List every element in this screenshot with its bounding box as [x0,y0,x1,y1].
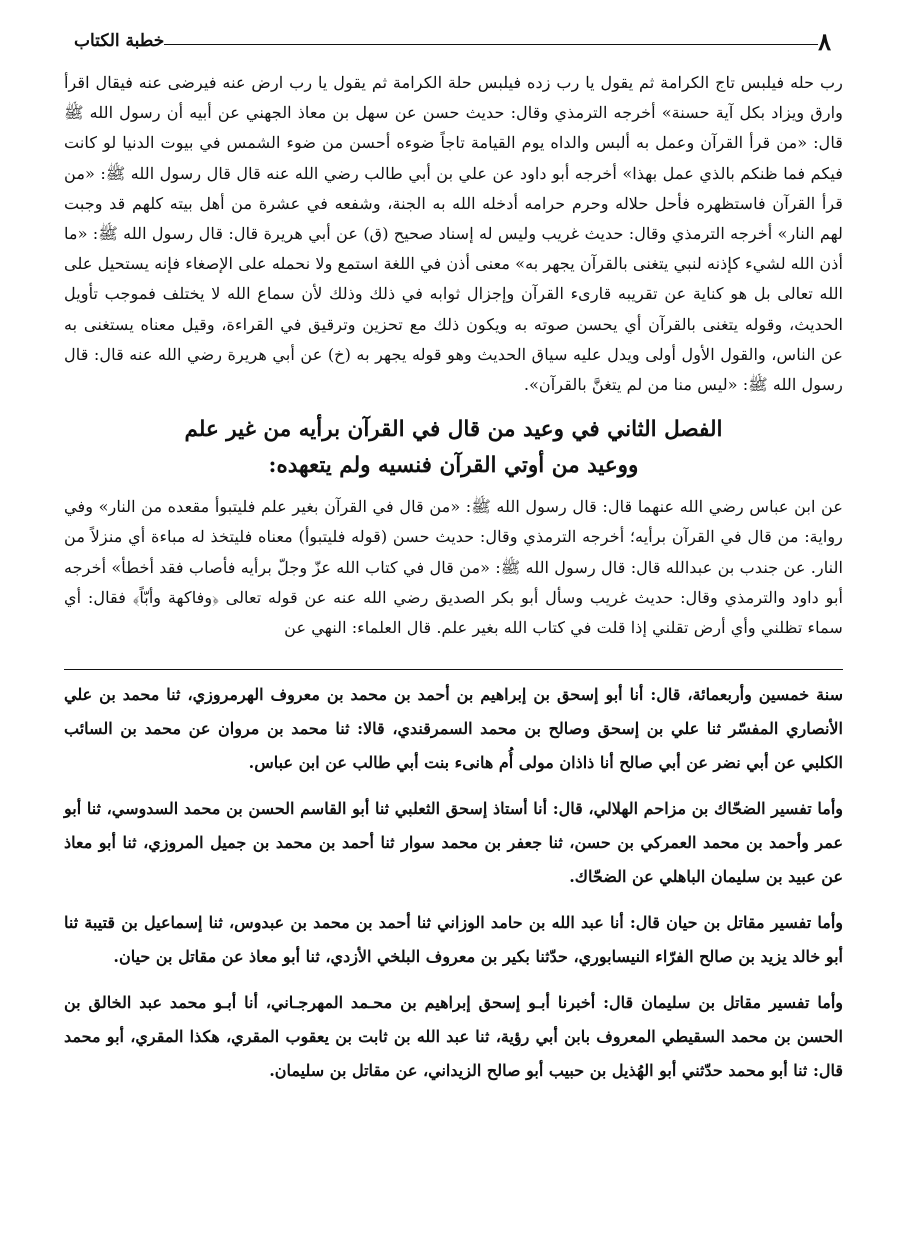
footnote-paragraph: وأما تفسير الضحّاك بن مزاحم الهلالي، قال: أنا أستاذ إسحق الثعلبي ثنا أبو القاسم الحسن بن محمد السدوسي، ثنا أبو عمر وأحمد بن محمد العمركي بن حسن، ثنا جعفر بن محمد سوار ثنا أحمد بن محمد بن جميل المروزي، ثنا أبو معاذ عن عبيد بن سليمان الباهلي عن الضحّاك. [64,799,843,887]
chapter-heading [64,412,843,484]
header-rule [164,44,818,45]
footnote-paragraph: وأما تفسير مقاتل بن حيان قال: أنا عبد الله بن حامد الوزاني ثنا أحمد بن محمد بن عبدوس، ثنا إسماعيل بن قتيبة ثنا أبو خالد يزيد بن صالح الفرّاء النيسابوري، حدّثنا بكير بن معروف البلخي الأزدي، ثنا أبو معاذ عن مقاتل بن حيان. [64,913,843,967]
footnote-separator [64,669,843,670]
page-header [64,28,843,54]
running-title: خطبة الكتاب [74,31,165,51]
chapter-heading-line-1: الفصل الثاني في وعيد من قال في القرآن برأيه من غير علم [184,417,723,443]
chapter-heading-line-2: ووعيد من أوتي القرآن فنسيه ولم يتعهده: [268,453,639,479]
body-paragraph-hadith: رب حله فيلبس تاج الكرامة ثم يقول يا رب زده فيلبس حلة الكرامة ثم يقول يا رب ارض عنه فيرضى عنه فيقال اقرأ وارق ويزاد بكل آية حسنة» أخرجه الترمذي وقال: حديث حسن عن سهل بن معاذ الجهني عن أبيه أن رسول الله ﷺ قال: «من قرأ القرآن وعمل به ألبس والداه يوم القيامة تاجاً ضوءه أحسن من ضوء الشمس في بيوت الدنيا لو كانت فيكم فما ظنكم بالذي عمل بهذا» أخرجه أبو داود عن علي بن أبي طالب رضي الله عنه قال قال رسول الله ﷺ: «من قرأ القرآن فاستظهره فأحل حلاله وحرم حرامه أدخله الله به الجنة، وشفعه في عشرة من أهل بيته كلهم قد وجبت لهم النار» أخرجه الترمذي وقال: حديث غريب وليس له إسناد صحيح (ق) عن أبي هريرة قال: قال رسول الله ﷺ: «ما أذن الله لشيء كإذنه لنبي يتغنى بالقرآن يجهر به» معنى أذن في اللغة استمع ولا نحمله على الإصغاء فإنه يستحيل على الله تعالى بل هو كناية عن تقريبه قارىء القرآن وإجزال ثوابه في ذلك وذلك لأن سماع الله لا يختلف فموجب تأويل الحديث، وقوله يتغنى بالقرآن أي يحسن صوته به ويكون ذلك مع تحزين وترقيق في القراءة، وقيل معناه يستغنى به عن الناس، والقول الأول أولى ويدل عليه سياق الحديث وهو قوله يجهر به (خ) عن أبي هريرة رضي الله عنه قال: قال رسول الله ﷺ: «ليس منا من لم يتغنَّ بالقرآن». [64,73,843,395]
page-number: ٨ [818,26,831,56]
footnote-paragraph: سنة خمسين وأربعمائة، قال: أنا أبو إسحق بن إبراهيم بن أحمد بن محمد بن معروف الهرمروزي، ثنا محمد بن علي الأنصاري المفسّر ثنا علي بن إسحق وصالح بن محمد السمرقندي، قالا: ثنا محمد بن مروان عن محمد بن السائب الكلبي عن أبي نضر عن أبي صالح أنا ذاذان مولى أُم هانىء بنت أبي طالب عن ابن عباس. [64,685,843,773]
footnote-paragraph: وأما تفسير مقاتل بن سليمان قال: أخبرنا أبـو إسحق إبراهيم بن محـمد المهرجـاني، أنا أبـو محمد عبد الخالق بن الحسن بن محمد السقيطي المعروف بابن أبي رؤية، ثنا عبد الله بن ثابت بن يعقوب المقري، هكذا المقري، أبو محمد قال: ثنا أبو محمد حدّثني أبو الهُذيل بن حبيب أبو صالح الزيداني، عن مقاتل بن سليمان. [64,993,843,1081]
body-paragraph-chapter: عن ابن عباس رضي الله عنهما قال: قال رسول الله ﷺ: «من قال في القرآن بغير علم فليتبوأ مقعده من النار» وفي رواية: من قال في القرآن برأيه؛ أخرجه الترمذي وقال: حديث حسن (قوله فليتبوأ) معناه فليتخذ له مباءة أي منزلاً من النار. عن جندب بن عبدالله قال: قال رسول الله ﷺ: «من قال في كتاب الله عزّ وجلّ برأيه فأصاب فقد أخطأ» أخرجه أبو داود والترمذي وقال: حديث غريب وسأل أبو بكر الصديق رضي الله عنه عن قوله تعالى ﴿وفاكهة وأبّاً﴾ فقال: أي سماء تظلني وأي أرض تقلني إذا قلت في كتاب الله بغير علم. قال العلماء: النهي عن [64,497,843,638]
